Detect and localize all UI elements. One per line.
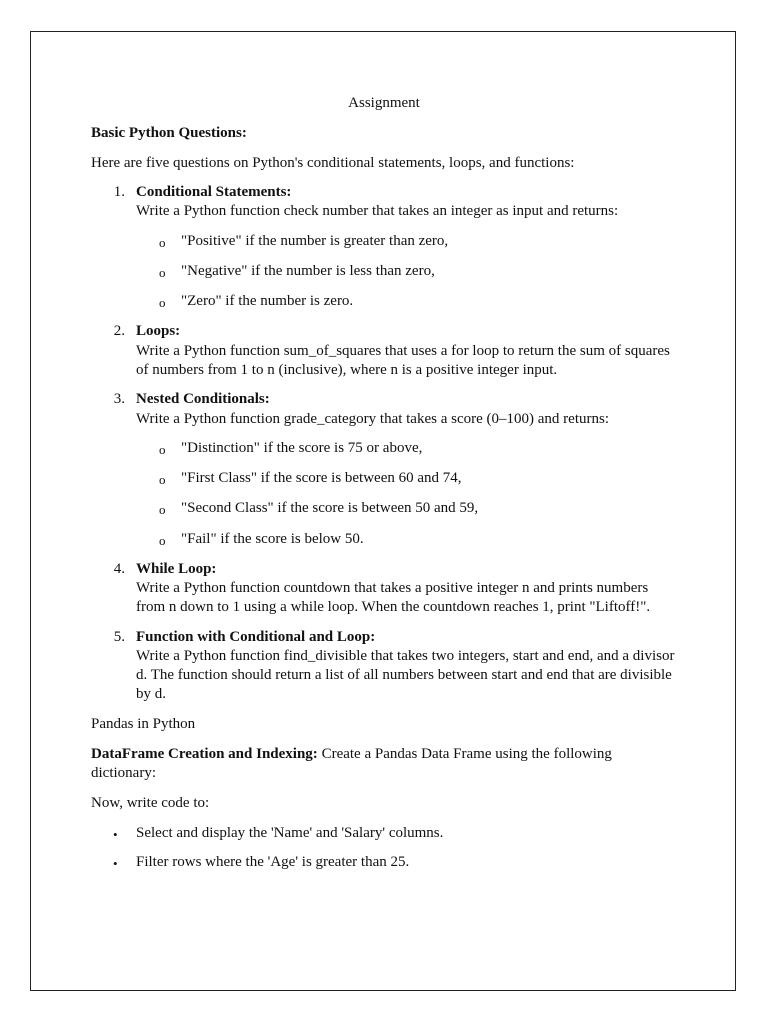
question-number: 2.: [113, 323, 125, 339]
dataframe-heading: DataFrame Creation and Indexing:: [91, 746, 318, 762]
section-heading-basic-python: Basic Python Questions:: [91, 125, 247, 141]
sub-bullet-marker: o: [159, 472, 166, 487]
sub-item: "First Class" if the score is between 60 and 74,: [181, 470, 462, 486]
sub-bullet-marker: o: [159, 442, 166, 457]
document-title: Assignment: [348, 95, 420, 111]
question-text-line: Write a Python function check number that takes an integer as input and returns:: [136, 203, 619, 219]
question-number: 3.: [113, 391, 125, 407]
sub-bullet-marker: o: [159, 235, 166, 250]
sub-item: "Second Class" if the score is between 50 and 59,: [181, 500, 479, 516]
list-item: Select and display the 'Name' and 'Salary' columns.: [136, 825, 444, 841]
question-text-line: d. The function should return a list of all numbers between start and end that are divisible: [136, 667, 672, 683]
question-heading: Nested Conditionals:: [136, 391, 270, 407]
document-page: [30, 31, 736, 991]
question-heading: While Loop:: [136, 561, 217, 577]
task-bullet: •: [113, 827, 118, 842]
question-number: 4.: [113, 561, 125, 577]
question-text-line: Write a Python function find_divisible that takes two integers, start and end, and a divisor: [136, 648, 675, 664]
question-text-line: Write a Python function sum_of_squares that uses a for loop to return the sum of squares: [136, 343, 670, 359]
question-text-line: Write a Python function grade_category that takes a score (0–100) and returns:: [136, 411, 609, 427]
list-item: Filter rows where the 'Age' is greater than 25.: [136, 854, 410, 870]
now-write-text: Now, write code to:: [91, 795, 210, 811]
question-text-line: by d.: [136, 686, 166, 702]
sub-bullet-marker: o: [159, 533, 166, 548]
question-heading: Function with Conditional and Loop:: [136, 629, 376, 645]
sub-bullet-marker: o: [159, 265, 166, 280]
sub-item: "Zero" if the number is zero.: [181, 293, 354, 309]
sub-item: "Distinction" if the score is 75 or above,: [181, 440, 423, 456]
question-text-line: of numbers from 1 to n (inclusive), where n is a positive integer input.: [136, 362, 558, 378]
intro-paragraph: Here are five questions on Python's conditional statements, loops, and functions:: [91, 155, 575, 171]
sub-item: "Positive" if the number is greater than zero,: [181, 233, 449, 249]
sub-item: "Negative" if the number is less than zero,: [181, 263, 435, 279]
dataframe-paragraph-line2: dictionary:: [91, 765, 156, 781]
question-text-line: from n down to 1 using a while loop. When the countdown reaches 1, print "Liftoff!".: [136, 599, 651, 615]
question-text-line: Write a Python function countdown that takes a positive integer n and prints numbers: [136, 580, 649, 596]
dataframe-paragraph-line1: [91, 745, 612, 764]
sub-item: "Fail" if the score is below 50.: [181, 531, 364, 547]
question-number: 5.: [113, 629, 125, 645]
question-heading: Loops:: [136, 323, 181, 339]
sub-bullet-marker: o: [159, 502, 166, 517]
pandas-heading: Pandas in Python: [91, 716, 196, 732]
question-heading: Conditional Statements:: [136, 184, 292, 200]
task-bullet: •: [113, 856, 118, 871]
question-number: 1.: [113, 184, 125, 200]
sub-bullet-marker: o: [159, 295, 166, 310]
dataframe-text: Create a Pandas Data Frame using the following: [317, 746, 612, 762]
